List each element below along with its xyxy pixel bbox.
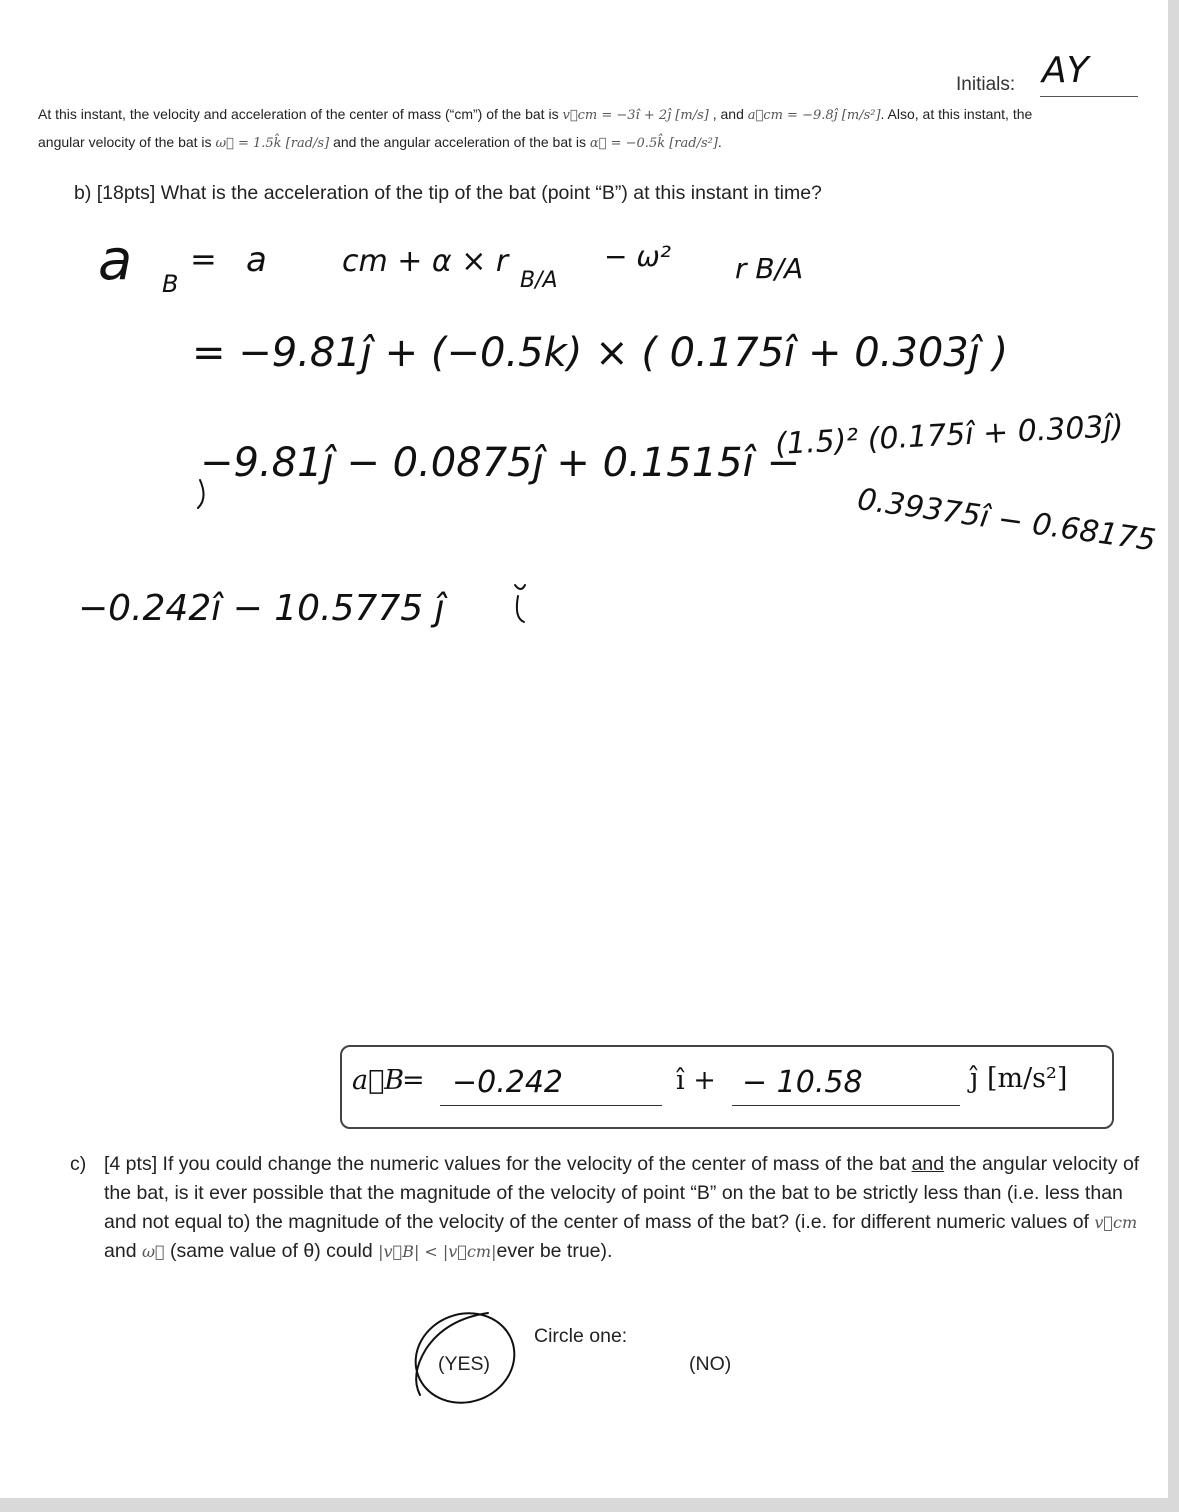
answer-j-hat-unit: ĵ [m/s²]: [970, 1063, 1068, 1094]
ink-j-hat-result: [515, 585, 525, 622]
intro-line-1: At this instant, the velocity and acceleration of the center of mass (“cm”) of the bat is v⃗cm = −3î + 2ĵ [m/s] , and a⃗cm = −9.8ĵ [m/s²]. Also, at this instant, the: [38, 106, 1033, 123]
ink-circle-yes-overlap: [416, 1313, 491, 1395]
hw-line-4: 0.39375î − 0.68175: [855, 482, 1158, 559]
answer-j-value[interactable]: − 10.58: [742, 1065, 863, 1100]
answer-i-hat-plus: î +: [676, 1065, 716, 1096]
hw-plus-alpha-cross: cm + α × r: [342, 244, 509, 279]
initials-handwritten: AY: [1042, 50, 1089, 91]
ink-hook-line3: [198, 480, 204, 508]
intro-line-2: angular velocity of the bat is ω⃗ = 1.5k̂ [rad/s] and the angular acceleration of the bat is α⃗ = −0.5k̂ [rad/s²].: [38, 134, 722, 151]
hw-result: −0.242î − 10.5775 ĵ: [78, 588, 445, 629]
option-yes[interactable]: (YES): [438, 1353, 491, 1375]
initials-label: Initials:: [956, 74, 1016, 95]
hw-line-2: = −9.81ĵ + (−0.5k) × ( 0.175î + 0.303ĵ ): [192, 330, 1009, 376]
hw-a-cm: a: [246, 240, 267, 280]
hw-r-sub: B/A: [520, 268, 558, 293]
answer-label: a⃗B: [352, 1065, 405, 1096]
hw-eq: =: [190, 240, 217, 278]
option-no[interactable]: (NO): [689, 1353, 732, 1375]
question-b: b) [18pts] What is the acceleration of the tip of the bat (point “B”) at this instant in time?: [74, 182, 822, 204]
hw-sub-b: B: [162, 270, 179, 298]
hw-line-3: −9.81ĵ − 0.0875ĵ + 0.1515î −: [200, 440, 800, 486]
hw-omega-term: − ω²: [604, 240, 672, 273]
hw-a: a: [98, 228, 133, 293]
worksheet-page: Initials: AY At this instant, the velocity and acceleration of the center of mass (“cm”) of the bat is v⃗cm = −3î + 2ĵ [m/s] , and a⃗cm = −9.8ĵ [m/s²]. Also, at this instant, the angular velocity of the bat is ω⃗ = 1.5k̂ [rad/s] and the angular acceleration of the bat is α⃗ = −0.5k̂ [rad/s²]. b) [18pts] What is the acceleration of the tip of the bat (point “B”) at this instant in time? a B = a cm + α × r B/A − ω² r B/A = −9.81ĵ + (−0.5k) × ( 0.175î + 0.303ĵ ) −9.81ĵ − 0.0875ĵ + 0.1515î − (1.5)² (0.175î + 0.303ĵ) 0.39375î − 0.68175 −0.242î − 10.5775 ĵ a⃗B = −0.242 î + − 10.58 ĵ [m/s²] c) [4 pts] If you could change the numeric values for the velocity of the center of mass of the bat and the angular velocity of the bat, is it ever possible that the magnitude of the velocity of point “B” on the bat to be strictly less than (i.e. less than and not equal to) the magnitude of the velocity of the center of mass of the bat? (i.e. for different numeric values of v⃗cm and ω⃗ (same value of θ) could |v⃗B| < |v⃗cm|ever be true). Circle one: (YES) (NO): [0, 0, 1168, 1498]
answer-equals: =: [402, 1065, 425, 1096]
answer-i-value[interactable]: −0.242: [452, 1065, 564, 1100]
circle-one-label: Circle one:: [534, 1325, 628, 1347]
hw-line-3-note: (1.5)² (0.175î + 0.303ĵ): [774, 408, 1125, 463]
hw-r-ba: r B/A: [735, 252, 804, 285]
